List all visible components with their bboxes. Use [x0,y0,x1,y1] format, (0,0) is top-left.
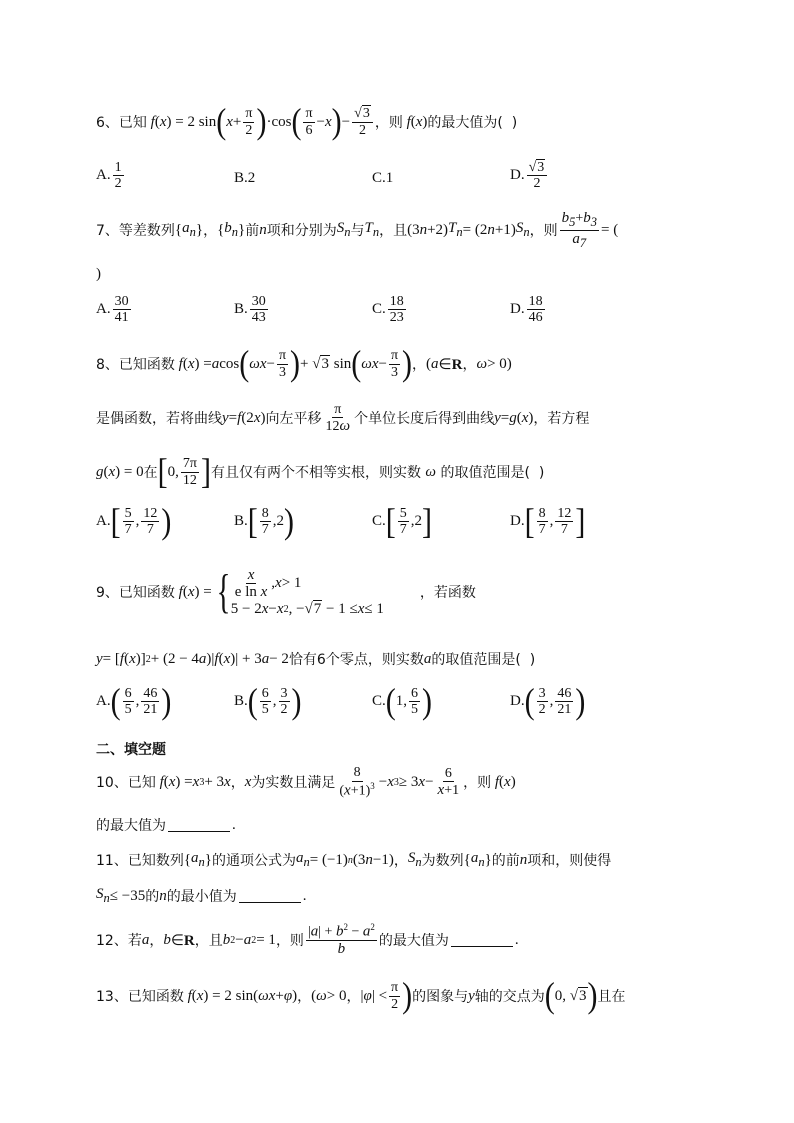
question-10-stem-line2: 的最大值为 . [96,816,236,834]
q9-option-a: A. ( $\frac{6}{5}$ , $\frac{46}{21}$ ) [96,681,172,722]
question-6-stem: 6、已知 f ( x ) = 2 sin ( x + $\frac{\pi}{2}$ ) ·cos ( $\frac{\pi}{6}$ − x ) − $\frac{√3}{2}$ ，则 f ( x ) 的最大值为( ) [96,101,518,142]
q8-option-d: D. [ $\frac{8}{7}$ , $\frac{12}{7}$ ] [510,501,586,542]
question-7-tail: ) [96,265,101,282]
question-9-stem-line2: y = [ f ( x )] 2 + (2 − 4 a )| f ( x )| + 3 a − 2 恰有6个零点，则实数 a 的取值范围是( ) [96,650,536,668]
q6-option-c: C.1 [372,170,394,186]
answer-blank-11[interactable] [239,890,301,903]
section-heading: 二、填空题 [96,742,166,758]
q8-option-a: A. [ $\frac{5}{7}$ , $\frac{12}{7}$ ) [96,501,172,542]
q6-option-d: D. $\frac{√3}{2}$ [510,160,549,192]
answer-blank-10[interactable] [168,819,230,832]
q9-option-c: C. ( 1, $\frac{6}{5}$ ) [372,681,433,722]
question-7-stem: 7、等差数列 { $a_n$ } ， { $b_n$ } 前 n 项和分别为 $S_n$ 与 $T_n$ ，且 (3 n +2) $T_n$ = (2 n +1) $S_n$ ，则 $\frac{b_5+b_3}{a_7}$ = ( [96,209,619,250]
question-11-stem: 11、已知数列 { $a_n$ } 的通项公式为 $a_n$ = (−1) n (3 n −1) ， $S_n$ 为数列 { $a_n$ } 的前 n 项和，则使得 [96,850,612,869]
question-11-stem-line2: $S_n$ ≤ −35 的 n 的最小值为 . [96,886,307,905]
q9-option-b: B. ( $\frac{6}{5}$ , $\frac{3}{2}$ ) [234,681,302,722]
q7-option-a: A. $\frac{30}{41}$ [96,294,129,326]
q7-option-c: C. $\frac{18}{23}$ [372,294,404,326]
question-8-stem-line1: 8、已知函数 f ( x ) = a cos ( ωx − $\frac{\pi}{3}$ ) + √3 sin ( ωx − $\frac{\pi}{3}$ ) ， ( a ∈R ， ω > 0) [96,343,512,384]
question-13-stem: 13、已知函数 f ( x ) = 2 sin( ωx + φ ) ， ( ω > 0 ， | φ | < $\frac{\pi}{2}$ ) 的图象与 y 轴的交点为 ( 0, √3 ) 且在 [96,975,626,1016]
question-8-stem-line2: 是偶函数，若将曲线 y = f (2 x ) 向左平移 $\frac{\pi}{12\omega}$ 个单位长度后得到曲线 y = g ( x ) ，若方程 [96,401,590,434]
q9-option-d: D. ( $\frac{3}{2}$ , $\frac{46}{21}$ ) [510,681,586,722]
q7-option-b: B. $\frac{30}{43}$ [234,294,266,326]
q8-option-b: B. [ $\frac{8}{7}$ ,2 ) [234,501,295,542]
question-10-stem: 10、已知 f ( x ) = x 3 + 3 x ， x 为实数且满足 $\frac{8}{(x+1)^3}$ − x 3 ≥ 3 x − $\frac{6}{x+1}$ ，则 f ( x ) [96,765,516,799]
question-12-stem: 12、若 a ， b ∈R ，且 b 2 − a 2 = 1 ，则 $\frac{|a| + b^2 - a^2}{b}$ 的最大值为 . [96,921,519,957]
answer-blank-12[interactable] [451,934,513,947]
question-8-stem-line3: g ( x ) = 0 在 [ 0, $\frac{7\pi}{12}$ ] 有且仅有两个不相等实根，则实数 ω 的取值范围是( ) [96,451,545,492]
q8-option-c: C. [ $\frac{5}{7}$ ,2 ] [372,501,433,542]
q6-option-b: B.2 [234,170,256,186]
question-9-stem: 9、已知函数 f ( x ) = { $\frac{x}{\text{e ln x}}$ , x > 1 5 − 2 x − x 2 , −√7 − 1 ≤ x ≤ 1 ，若函数 [96,565,476,618]
q6-option-a: A. $\frac{1}{2}$ [96,160,122,192]
q7-option-d: D. $\frac{18}{46}$ [510,294,543,326]
